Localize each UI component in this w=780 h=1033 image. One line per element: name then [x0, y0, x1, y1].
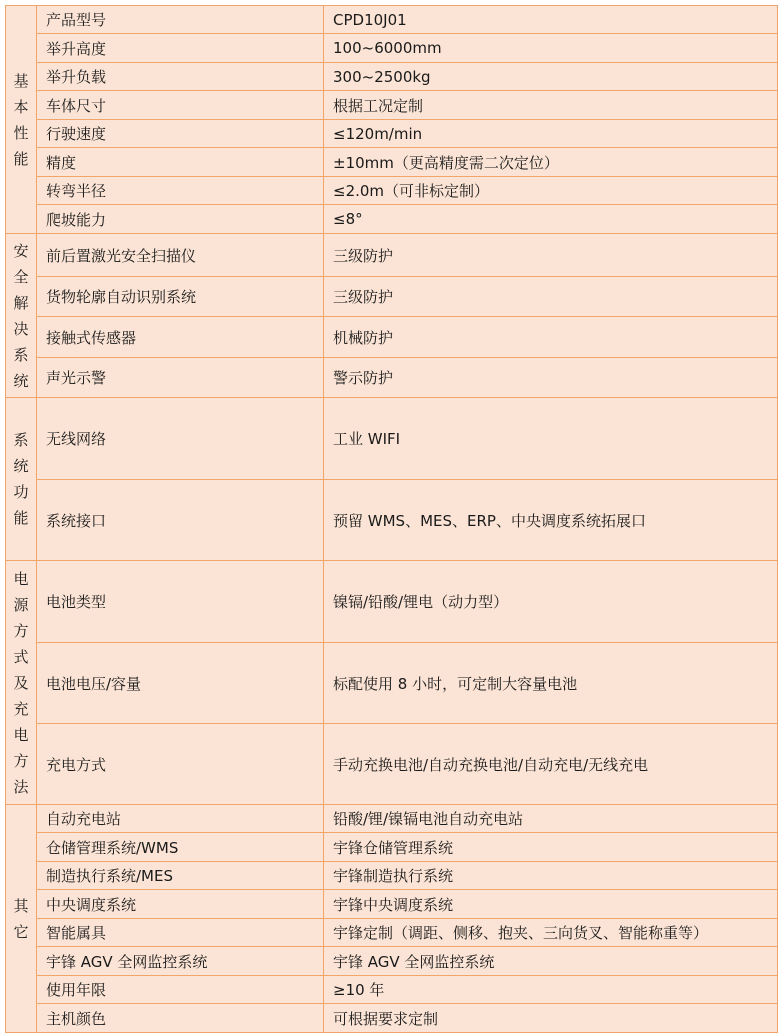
category-label: 其它	[13, 896, 29, 941]
table-row	[6, 177, 778, 205]
param-value: 三级防护	[324, 277, 778, 317]
table-row	[6, 148, 778, 177]
param-value: ±10mm（更高精度需二次定位）	[324, 148, 778, 177]
category-cell	[6, 6, 37, 234]
param-value: 300~2500kg	[324, 63, 778, 91]
table-row	[6, 317, 778, 358]
param-label: 前后置激光安全扫描仪	[37, 234, 324, 277]
table-row	[6, 862, 778, 890]
param-value: 镍镉/铅酸/锂电（动力型）	[324, 561, 778, 643]
param-value: 机械防护	[324, 317, 778, 358]
table-row	[6, 480, 778, 561]
param-value: 宇锋制造执行系统	[324, 862, 778, 890]
table-row	[6, 6, 778, 34]
param-value: 手动充换电池/自动充换电池/自动充电/无线充电	[324, 724, 778, 805]
category-label: 基本性能	[13, 71, 29, 168]
table-row	[6, 91, 778, 120]
param-value: 标配使用 8 小时，可定制大容量电池	[324, 643, 778, 724]
param-label: 无线网络	[37, 398, 324, 480]
param-label: 举升高度	[37, 34, 324, 63]
param-label: 主机颜色	[37, 1004, 324, 1033]
param-label: 电池类型	[37, 561, 324, 643]
param-label: 车体尺寸	[37, 91, 324, 120]
table-row	[6, 34, 778, 63]
table-row	[6, 63, 778, 91]
category-label: 系统功能	[13, 431, 29, 527]
param-value: CPD10J01	[324, 6, 778, 34]
param-value: ≤120m/min	[324, 120, 778, 148]
param-value: 铅酸/锂/镍镉电池自动充电站	[324, 805, 778, 833]
category-cell	[6, 561, 37, 805]
param-label: 制造执行系统/MES	[37, 862, 324, 890]
param-value: ≤8°	[324, 205, 778, 234]
category-cell	[6, 805, 37, 1033]
table-row	[6, 643, 778, 724]
param-label: 货物轮廓自动识别系统	[37, 277, 324, 317]
param-value: 警示防护	[324, 358, 778, 398]
table-row	[6, 205, 778, 234]
category-label: 电源方式及充电方法	[13, 569, 29, 796]
table-row	[6, 833, 778, 862]
param-value: 宇锋定制（调距、侧移、抱夹、三向货叉、智能称重等）	[324, 919, 778, 947]
param-label: 爬坡能力	[37, 205, 324, 234]
param-label: 接触式传感器	[37, 317, 324, 358]
param-label: 智能属具	[37, 919, 324, 947]
table-row	[6, 890, 778, 919]
param-value: 工业 WIFI	[324, 398, 778, 480]
param-value: 根据工况定制	[324, 91, 778, 120]
param-label: 声光示警	[37, 358, 324, 398]
table-row	[6, 398, 778, 480]
param-value: 宇锋仓储管理系统	[324, 833, 778, 862]
table-row	[6, 277, 778, 317]
table-row	[6, 234, 778, 277]
table-row	[6, 1004, 778, 1033]
table-row	[6, 561, 778, 643]
spec-table	[5, 5, 778, 1033]
param-label: 转弯半径	[37, 177, 324, 205]
param-value: 可根据要求定制	[324, 1004, 778, 1033]
param-value: 三级防护	[324, 234, 778, 277]
param-label: 中央调度系统	[37, 890, 324, 919]
param-label: 电池电压/容量	[37, 643, 324, 724]
param-value: 宇锋 AGV 全网监控系统	[324, 947, 778, 976]
param-label: 精度	[37, 148, 324, 177]
param-value: ≥10 年	[324, 976, 778, 1004]
param-label: 自动充电站	[37, 805, 324, 833]
table-row	[6, 805, 778, 833]
param-label: 使用年限	[37, 976, 324, 1004]
table-row	[6, 919, 778, 947]
category-cell	[6, 398, 37, 561]
param-label: 系统接口	[37, 480, 324, 561]
param-value: 预留 WMS、MES、ERP、中央调度系统拓展口	[324, 480, 778, 561]
param-label: 充电方式	[37, 724, 324, 805]
param-label: 仓储管理系统/WMS	[37, 833, 324, 862]
spec-table-body	[6, 6, 778, 1033]
param-value: 100~6000mm	[324, 34, 778, 63]
table-row	[6, 120, 778, 148]
param-label: 宇锋 AGV 全网监控系统	[37, 947, 324, 976]
param-label: 举升负载	[37, 63, 324, 91]
param-value: 宇锋中央调度系统	[324, 890, 778, 919]
category-label: 安全解决系统	[13, 241, 29, 390]
param-label: 行驶速度	[37, 120, 324, 148]
table-row	[6, 947, 778, 976]
param-label: 产品型号	[37, 6, 324, 34]
table-row	[6, 358, 778, 398]
table-row	[6, 724, 778, 805]
category-cell	[6, 234, 37, 398]
table-row	[6, 976, 778, 1004]
param-value: ≤2.0m（可非标定制）	[324, 177, 778, 205]
